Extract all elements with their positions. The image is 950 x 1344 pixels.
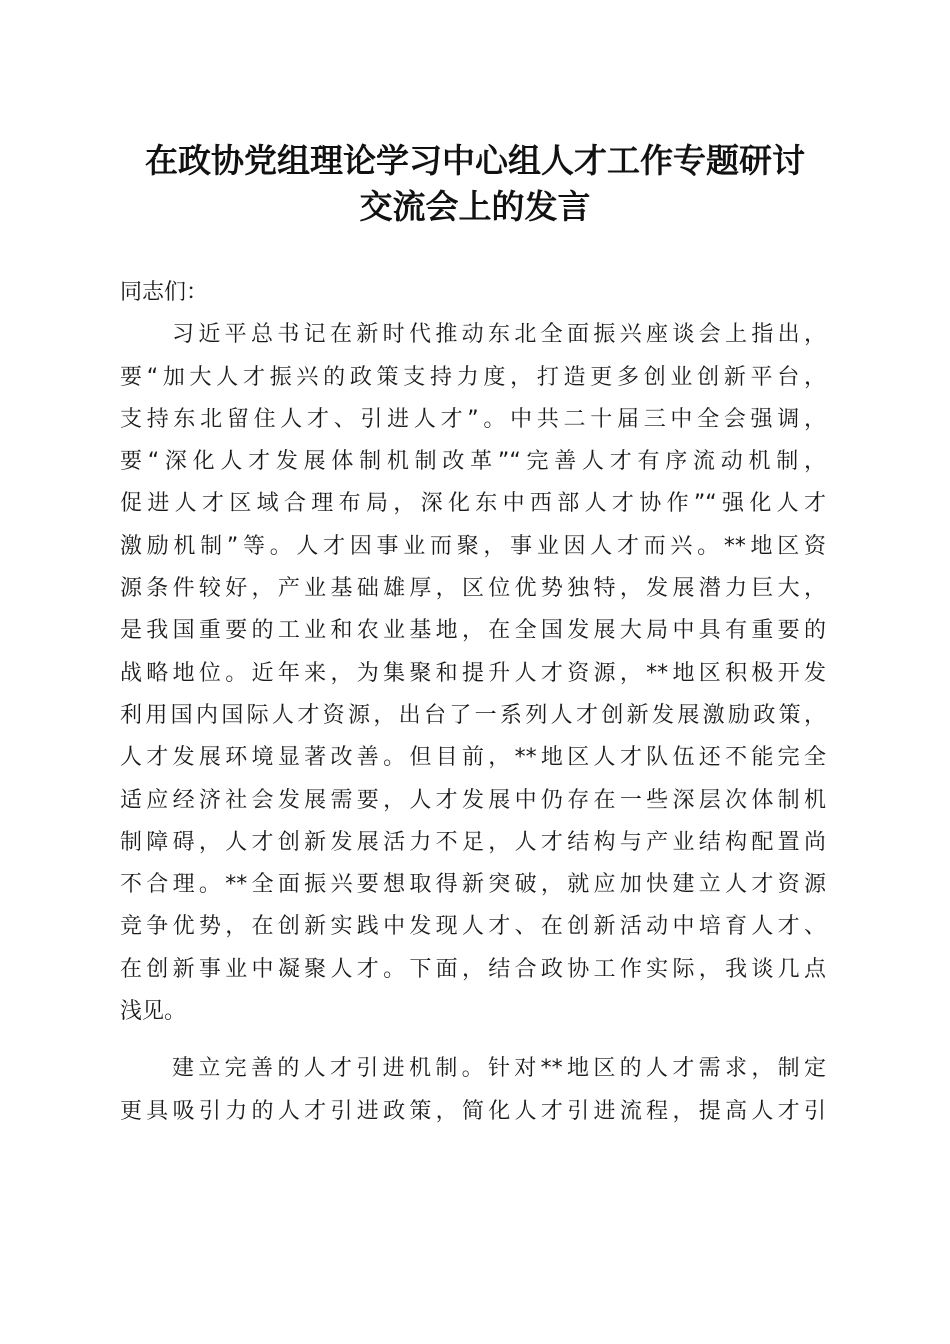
title-line-1: 在政协党组理论学习中心组人才工作专题研讨 bbox=[145, 141, 805, 180]
paragraph-line: 不合理。**全面振兴要想取得新突破，就应加快建立人才资源 bbox=[120, 872, 826, 898]
paragraph-line: 利用国内国际人才资源，出台了一系列人才创新发展激励政策， bbox=[120, 702, 826, 728]
paragraph-2 bbox=[120, 1048, 826, 1133]
paragraph-line: 要“深化人才发展体制机制改革”“完善人才有序流动机制， bbox=[120, 449, 826, 475]
paragraph-line: 战略地位。近年来，为集聚和提升人才资源，**地区积极开发 bbox=[120, 660, 826, 686]
paragraph-line: 源条件较好，产业基础雄厚，区位优势独特，发展潜力巨大， bbox=[120, 576, 826, 602]
paragraph-line: 制障碍，人才创新发展活力不足，人才结构与产业结构配置尚 bbox=[120, 829, 826, 855]
paragraph-line: 浅见。 bbox=[120, 999, 187, 1025]
paragraph-1 bbox=[120, 314, 826, 1033]
paragraph-line: 建立完善的人才引进机制。针对**地区的人才需求，制定 bbox=[172, 1056, 826, 1082]
paragraph-gap bbox=[120, 1033, 826, 1048]
salutation: 同志们： bbox=[120, 280, 209, 305]
paragraph-line: 适应经济社会发展需要，人才发展中仍存在一些深层次体制机 bbox=[120, 787, 826, 813]
paragraph-line: 竞争优势，在创新实践中发现人才、在创新活动中培育人才、 bbox=[120, 914, 826, 940]
paragraph-line: 支持东北留住人才、引进人才”。中共二十届三中全会强调， bbox=[120, 406, 826, 432]
paragraph-line: 人才发展环境显著改善。但目前，**地区人才队伍还不能完全 bbox=[120, 745, 826, 771]
paragraph-line: 促进人才区域合理布局，深化东中西部人才协作”“强化人才 bbox=[120, 491, 826, 517]
paragraph-line: 更具吸引力的人才引进政策，简化人才引进流程，提高人才引 bbox=[120, 1098, 826, 1124]
title-line-2: 交流会上的发言 bbox=[359, 187, 591, 226]
paragraph-line: 激励机制”等。人才因事业而聚，事业因人才而兴。**地区资 bbox=[120, 533, 826, 559]
document-title bbox=[100, 138, 850, 230]
paragraph-line: 习近平总书记在新时代推动东北全面振兴座谈会上指出， bbox=[172, 322, 826, 348]
paragraph-line: 要“加大人才振兴的政策支持力度，打造更多创业创新平台， bbox=[120, 364, 826, 390]
document-body bbox=[120, 272, 826, 1133]
paragraph-line: 在创新事业中凝聚人才。下面，结合政协工作实际，我谈几点 bbox=[120, 956, 826, 982]
paragraph-line: 是我国重要的工业和农业基地，在全国发展大局中具有重要的 bbox=[120, 618, 826, 644]
